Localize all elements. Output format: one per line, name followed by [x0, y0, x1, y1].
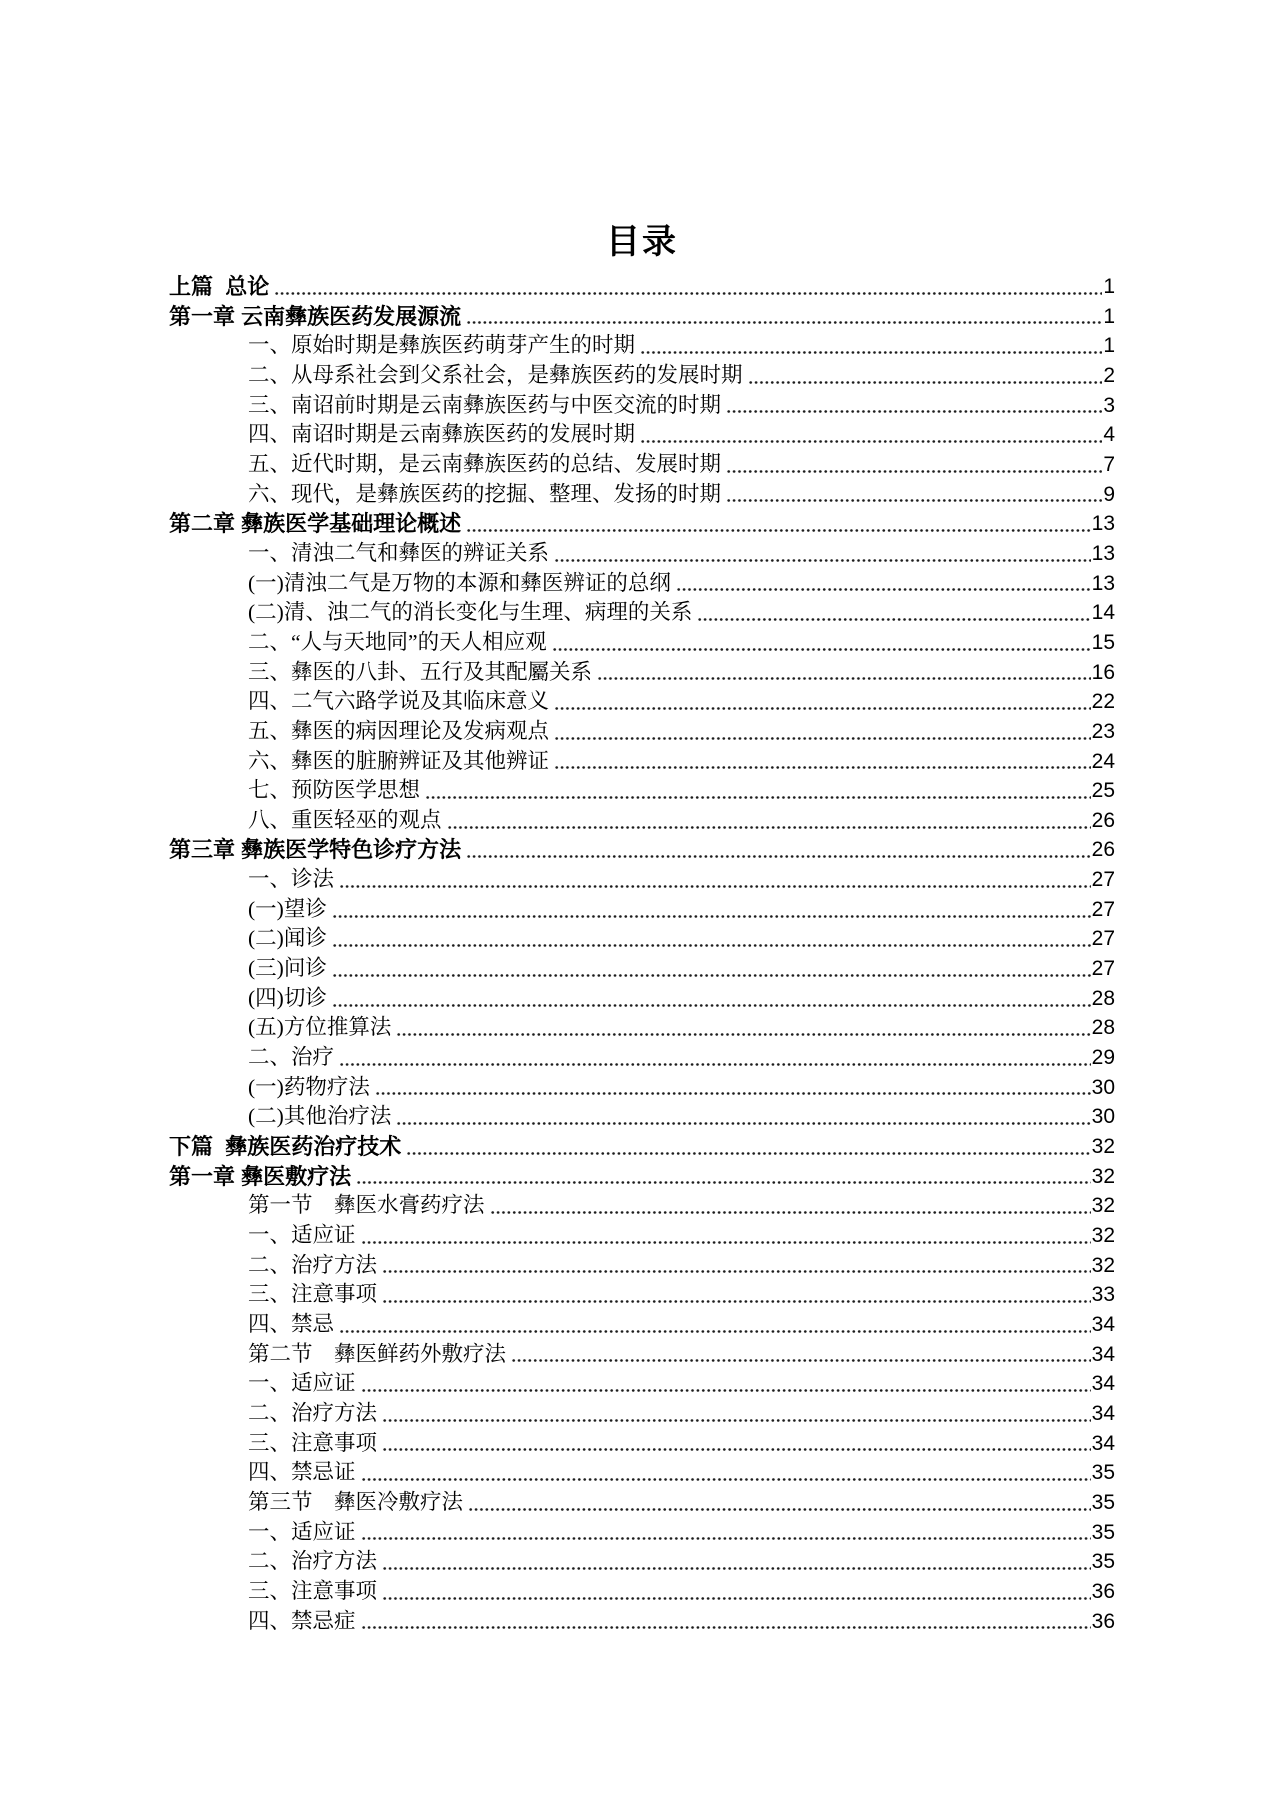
- dot-leader: [382, 1429, 1091, 1459]
- toc-entry[interactable]: [169, 1221, 1115, 1251]
- dot-leader: [406, 1132, 1090, 1162]
- dot-leader: [425, 776, 1091, 806]
- toc-entry-page-number: 35: [1091, 1461, 1115, 1485]
- toc-entry-label: 八、重医轻巫的观点: [248, 807, 442, 832]
- toc-entry[interactable]: [169, 984, 1115, 1014]
- dot-leader: [274, 272, 1102, 302]
- toc-entry[interactable]: [169, 628, 1115, 658]
- toc-entry-label: 上篇 总论: [169, 274, 270, 299]
- toc-entry-label: 第一章 云南彝族医药发展源流: [169, 303, 462, 329]
- dot-leader: [676, 569, 1091, 599]
- toc-entry-label: 第一章 彝医敷疗法: [169, 1163, 352, 1189]
- toc-entry-page-number: 13: [1091, 541, 1115, 565]
- toc-entry-label: 二、治疗方法: [248, 1400, 378, 1425]
- toc-entry-page-number: 26: [1091, 838, 1115, 862]
- toc-entry-label: 一、诊法: [248, 867, 335, 892]
- toc-entry-label: 六、彝医的脏腑辨证及其他辨证: [248, 748, 550, 773]
- toc-entry-page-number: 13: [1091, 571, 1115, 595]
- toc-entry-label: 六、现代，是彝族医药的挖掘、整理、发扬的时期: [248, 481, 722, 506]
- toc-entry[interactable]: [169, 598, 1115, 628]
- toc-entry-label: (三)问诊: [248, 956, 327, 981]
- toc-entry-label: (五)方位推算法: [248, 1015, 392, 1040]
- toc-entry-label: 四、二气六路学说及其临床意义: [248, 689, 550, 714]
- toc-entry-label: 五、近代时期，是云南彝族医药的总结、发展时期: [248, 451, 722, 476]
- toc-entry-page-number: 32: [1091, 1135, 1115, 1159]
- toc-entry[interactable]: [169, 1191, 1115, 1221]
- dot-leader: [382, 1547, 1091, 1577]
- toc-entry[interactable]: [169, 835, 1115, 865]
- toc-entry-page-number: 35: [1091, 1490, 1115, 1514]
- toc-entry-label: 二、“人与天地同”的天人相应观: [248, 629, 547, 654]
- toc-entry-label: 一、适应证: [248, 1519, 356, 1544]
- dot-leader: [339, 1310, 1091, 1340]
- toc-entry[interactable]: [169, 302, 1115, 332]
- toc-entry-label: 下篇 彝族医药治疗技术: [169, 1134, 402, 1160]
- dot-leader: [361, 1369, 1091, 1399]
- toc-entry[interactable]: [169, 1043, 1115, 1073]
- toc-entry-label: 三、彝医的八卦、五行及其配屬关系: [248, 659, 593, 684]
- toc-entry-label: 二、治疗: [248, 1045, 335, 1070]
- dot-leader: [382, 1399, 1091, 1429]
- toc-entry-label: 四、南诏时期是云南彝族医药的发展时期: [248, 422, 636, 447]
- toc-entry-label: 第二章 彝族医学基础理论概述: [169, 511, 462, 537]
- toc-entry[interactable]: [169, 687, 1115, 717]
- toc-entry-page-number: 35: [1091, 1550, 1115, 1574]
- toc-entry-page-number: 15: [1091, 630, 1115, 654]
- toc-entry[interactable]: [169, 509, 1115, 539]
- toc-entry-label: 第二节 彝医鲜药外敷疗法: [248, 1341, 507, 1366]
- toc-entry-page-number: 34: [1091, 1342, 1115, 1366]
- toc-entry-page-number: 30: [1091, 1075, 1115, 1099]
- dot-leader: [726, 450, 1102, 480]
- toc-entry[interactable]: [169, 924, 1115, 954]
- toc-entry[interactable]: [169, 1280, 1115, 1310]
- dot-leader: [597, 658, 1091, 688]
- dot-leader: [361, 1607, 1091, 1637]
- toc-entry-label: (二)其他治疗法: [248, 1104, 392, 1129]
- dot-leader: [382, 1280, 1091, 1310]
- dot-leader: [640, 420, 1102, 450]
- toc-entry-label: (一)药物疗法: [248, 1074, 370, 1099]
- toc-entry[interactable]: [169, 272, 1115, 302]
- dot-leader: [466, 835, 1091, 865]
- toc-entry-label: 三、注意事项: [248, 1430, 378, 1455]
- toc-entry[interactable]: [169, 361, 1115, 391]
- toc-entry-page-number: 7: [1103, 452, 1115, 476]
- toc-entry-label: (二)闻诊: [248, 926, 327, 951]
- toc-entry-page-number: 9: [1103, 482, 1115, 506]
- toc-entry-label: 三、注意事项: [248, 1578, 378, 1603]
- toc-entry-page-number: 36: [1091, 1609, 1115, 1633]
- toc-entry[interactable]: [169, 539, 1115, 569]
- toc-entry[interactable]: [169, 954, 1115, 984]
- toc-entry-page-number: 28: [1091, 986, 1115, 1010]
- toc-entry-page-number: 30: [1091, 1105, 1115, 1129]
- dot-leader: [726, 391, 1102, 421]
- dot-leader: [361, 1458, 1091, 1488]
- toc-entry[interactable]: [169, 1369, 1115, 1399]
- toc-entry-page-number: 32: [1091, 1253, 1115, 1277]
- toc-entry-label: 五、彝医的病因理论及发病观点: [248, 718, 550, 743]
- dot-leader: [552, 628, 1091, 658]
- toc-entry-page-number: 35: [1091, 1520, 1115, 1544]
- dot-leader: [468, 1488, 1091, 1518]
- toc-entry-page-number: 27: [1091, 927, 1115, 951]
- dot-leader: [490, 1191, 1091, 1221]
- toc-entry[interactable]: [169, 1577, 1115, 1607]
- dot-leader: [332, 924, 1091, 954]
- dot-leader: [466, 302, 1102, 332]
- toc-entry-page-number: 1: [1103, 334, 1115, 358]
- toc-entry-page-number: 22: [1091, 690, 1115, 714]
- toc-entry-page-number: 1: [1103, 275, 1115, 298]
- toc-entry[interactable]: [169, 1132, 1115, 1162]
- dot-leader: [447, 806, 1091, 836]
- toc-entry-page-number: 36: [1091, 1579, 1115, 1603]
- toc-entry[interactable]: [169, 1518, 1115, 1548]
- toc-entry-label: 三、注意事项: [248, 1282, 378, 1307]
- toc-entry-label: 一、原始时期是彝族医药萌芽产生的时期: [248, 333, 636, 358]
- dot-leader: [382, 1577, 1091, 1607]
- toc-entry-label: 七、预防医学思想: [248, 778, 421, 803]
- toc-entry[interactable]: [169, 1162, 1115, 1192]
- toc-entry-page-number: 26: [1091, 808, 1115, 832]
- toc-entry-page-number: 24: [1091, 749, 1115, 773]
- toc-entry[interactable]: [169, 776, 1115, 806]
- toc-entry-page-number: 1: [1103, 304, 1115, 328]
- dot-leader: [554, 539, 1091, 569]
- toc-entry-label: 第三章 彝族医学特色诊疗方法: [169, 837, 462, 863]
- toc-entry[interactable]: [169, 1013, 1115, 1043]
- toc-entry-label: 四、禁忌症: [248, 1608, 356, 1633]
- toc-entry-label: 一、适应证: [248, 1223, 356, 1247]
- dot-leader: [382, 1251, 1091, 1281]
- toc-entry[interactable]: [169, 420, 1115, 450]
- toc-entry-label: (二)清、浊二气的消长变化与生理、病理的关系: [248, 600, 693, 625]
- toc-entry-page-number: 33: [1091, 1283, 1115, 1307]
- toc-entry-label: 四、禁忌证: [248, 1460, 356, 1485]
- toc-entry[interactable]: [169, 391, 1115, 421]
- toc-entry-page-number: 4: [1103, 423, 1115, 447]
- toc-entry[interactable]: [169, 1488, 1115, 1518]
- toc-entry-page-number: 16: [1091, 660, 1115, 684]
- toc-entry[interactable]: [169, 331, 1115, 361]
- toc-entry[interactable]: [169, 1399, 1115, 1429]
- toc-entry[interactable]: [169, 1310, 1115, 1340]
- page-title: 目录: [606, 223, 678, 261]
- dot-leader: [375, 1073, 1091, 1103]
- toc-entry-page-number: 32: [1091, 1194, 1115, 1218]
- toc-entry[interactable]: [169, 1547, 1115, 1577]
- toc-entry-label: 二、治疗方法: [248, 1549, 378, 1574]
- toc-entry[interactable]: [169, 569, 1115, 599]
- dot-leader: [726, 480, 1102, 510]
- dot-leader: [361, 1518, 1091, 1548]
- toc-entry-page-number: 34: [1091, 1372, 1115, 1396]
- toc-entry-label: 二、治疗方法: [248, 1252, 378, 1277]
- toc-entry-page-number: 32: [1091, 1224, 1115, 1247]
- toc-entry-page-number: 27: [1091, 868, 1115, 892]
- dot-leader: [361, 1221, 1091, 1251]
- toc-entry-label: 第三节 彝医冷敷疗法: [248, 1489, 464, 1514]
- dot-leader: [554, 747, 1091, 777]
- dot-leader: [332, 954, 1091, 984]
- toc-entry[interactable]: [169, 480, 1115, 510]
- toc-entry-page-number: 14: [1091, 601, 1115, 625]
- toc-entry[interactable]: [169, 1251, 1115, 1281]
- toc-entry[interactable]: [169, 865, 1115, 895]
- dot-leader: [339, 1043, 1091, 1073]
- dot-leader: [332, 895, 1091, 925]
- toc-entry-page-number: 34: [1091, 1312, 1115, 1336]
- toc-entry-label: 三、南诏前时期是云南彝族医药与中医交流的时期: [248, 392, 722, 417]
- dot-leader: [332, 984, 1091, 1014]
- dot-leader: [697, 598, 1090, 628]
- dot-leader: [640, 331, 1102, 361]
- toc-entry-label: (一)清浊二气是万物的本源和彝医辨证的总纲: [248, 570, 671, 595]
- dot-leader: [554, 687, 1091, 717]
- toc-entry-label: 第一节 彝医水膏药疗法: [248, 1193, 485, 1218]
- dot-leader: [511, 1340, 1091, 1370]
- toc-entry-page-number: 34: [1091, 1401, 1115, 1425]
- toc-entry[interactable]: [169, 658, 1115, 688]
- dot-leader: [396, 1013, 1090, 1043]
- toc-entry-label: (一)望诊: [248, 896, 327, 921]
- toc-entry[interactable]: [169, 1340, 1115, 1370]
- toc-entry[interactable]: [169, 895, 1115, 925]
- toc-entry[interactable]: [169, 1073, 1115, 1103]
- toc-entry-page-number: 27: [1091, 957, 1115, 981]
- toc-entry-page-number: 25: [1091, 779, 1115, 803]
- toc-entry[interactable]: [169, 747, 1115, 777]
- dot-leader: [748, 361, 1103, 391]
- toc-entry-label: 二、从母系社会到父系社会，是彝族医药的发展时期: [248, 362, 743, 387]
- toc-entry-page-number: 13: [1091, 512, 1115, 536]
- toc-entry[interactable]: [169, 717, 1115, 747]
- dot-leader: [466, 509, 1091, 539]
- dot-leader: [356, 1162, 1091, 1192]
- dot-leader: [339, 865, 1091, 895]
- toc-entry-page-number: 23: [1091, 719, 1115, 743]
- toc-entry-page-number: 2: [1103, 363, 1115, 387]
- toc-list: [169, 272, 1115, 1636]
- toc-entry-page-number: 27: [1091, 897, 1115, 921]
- toc-entry[interactable]: [169, 450, 1115, 480]
- toc-entry-page-number: 28: [1091, 1016, 1115, 1040]
- toc-entry[interactable]: [169, 1102, 1115, 1132]
- dot-leader: [554, 717, 1091, 747]
- toc-entry-label: 一、适应证: [248, 1371, 356, 1396]
- toc-entry-page-number: 29: [1091, 1046, 1115, 1070]
- dot-leader: [396, 1102, 1090, 1132]
- toc-entry-page-number: 3: [1103, 393, 1115, 417]
- toc-entry-page-number: 34: [1091, 1431, 1115, 1455]
- toc-entry[interactable]: [169, 806, 1115, 836]
- toc-entry[interactable]: [169, 1458, 1115, 1488]
- toc-entry-label: 四、禁忌: [248, 1311, 335, 1336]
- toc-entry-label: (四)切诊: [248, 985, 327, 1010]
- toc-entry[interactable]: [169, 1607, 1115, 1637]
- toc-entry-page-number: 32: [1091, 1164, 1115, 1188]
- toc-entry[interactable]: [169, 1429, 1115, 1459]
- toc-entry-label: 一、清浊二气和彝医的辨证关系: [248, 540, 550, 565]
